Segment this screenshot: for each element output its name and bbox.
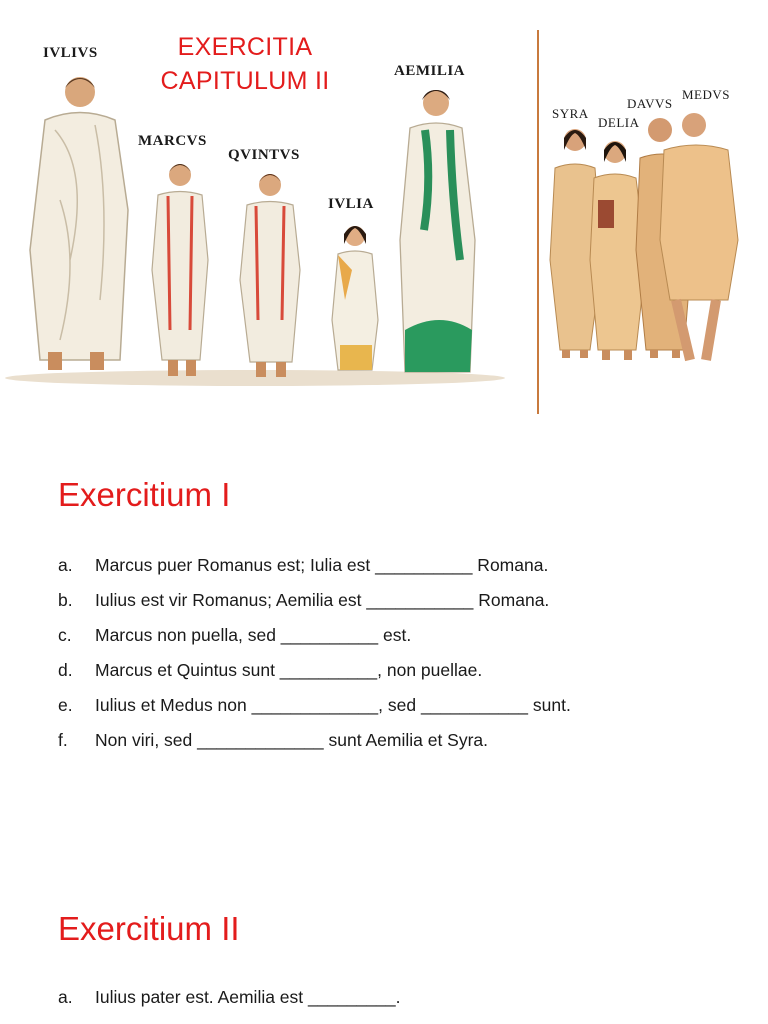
label-ivlia: IVLIA <box>328 196 374 212</box>
item-text: Non viri, sed _____________ sunt Aemilia et Syra. <box>95 730 489 750</box>
exercise1-title: Exercitium I <box>58 476 231 513</box>
label-medvs: MEDVS <box>682 87 731 102</box>
exercise2-title: Exercitium II <box>58 910 240 947</box>
exercise1-item-e <box>58 695 571 716</box>
label-aemilia: AEMILIA <box>394 63 466 79</box>
exercise1-item-b <box>58 590 549 611</box>
exercise1-item-f <box>58 730 488 751</box>
exercise1-item-c <box>58 625 411 646</box>
worksheet-title <box>120 30 370 98</box>
roman-family-illustration <box>0 0 768 420</box>
item-text: Iulius est vir Romanus; Aemilia est ___________ Romana. <box>95 590 550 610</box>
label-syra: SYRA <box>552 106 589 121</box>
item-letter: e. <box>58 695 73 715</box>
ivlivs-figure <box>30 77 128 370</box>
illustration-divider <box>537 30 539 414</box>
exercise1-item-d <box>58 660 482 681</box>
slaves-group-figures <box>550 113 738 360</box>
item-letter: a. <box>58 987 73 1007</box>
label-delia: DELIA <box>598 115 640 130</box>
label-qvintvs: QVINTVS <box>228 147 300 163</box>
item-text: Marcus non puella, sed __________ est. <box>95 625 412 645</box>
item-letter: d. <box>58 660 73 680</box>
item-text: Iulius pater est. Aemilia est _________. <box>95 987 401 1007</box>
label-marcvs: MARCVS <box>138 133 207 149</box>
qvintvs-figure <box>240 174 300 377</box>
aemilia-figure <box>400 90 475 372</box>
exercise2-item-a <box>58 987 400 1008</box>
exercise1-item-a <box>58 555 548 576</box>
item-text: Marcus et Quintus sunt __________, non puellae. <box>95 660 483 680</box>
item-letter: a. <box>58 555 73 575</box>
worksheet-title-line1: EXERCITIA <box>177 33 313 61</box>
label-davvs: DAVVS <box>627 96 673 111</box>
item-text: Iulius et Medus non _____________, sed ___________ sunt. <box>95 695 571 715</box>
worksheet-title-line2: CAPITULUM II <box>160 67 330 95</box>
ivlia-figure <box>332 226 378 370</box>
item-letter: c. <box>58 625 72 645</box>
marcvs-figure <box>152 164 208 376</box>
item-letter: b. <box>58 590 73 610</box>
item-letter: f. <box>58 730 68 750</box>
item-text: Marcus puer Romanus est; Iulia est __________ Romana. <box>95 555 549 575</box>
label-ivlivs: IVLIVS <box>43 45 98 61</box>
